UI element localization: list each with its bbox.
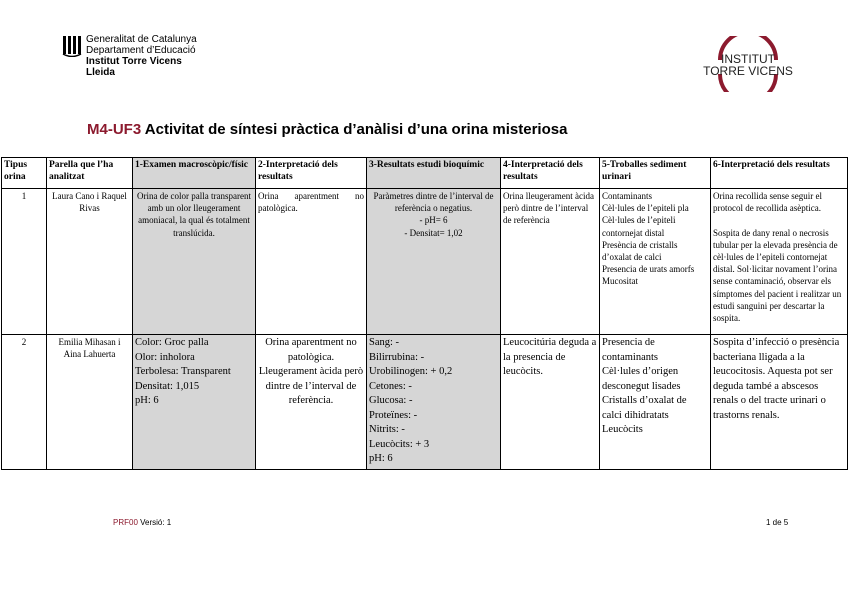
document-title [87,121,567,138]
org-header [62,34,197,78]
cell-sediment: Contaminants Cèl·lules de l’epiteli pla Cèl·lules de l’epiteli contornejat distal Presència de cristalls d’oxalat de calci Presencia de urats amorfs Mucositat [600,189,711,335]
header-interpretacio-2: 2-Interpretació dels resultats [256,158,367,189]
cell-parella: Laura Cano i Raquel Rivas [47,189,133,335]
module-code: M4-UF3 [87,121,142,138]
header-examen: 1-Examen macroscòpic/físic [133,158,256,189]
cell-interpretacio-6: Orina recollida sense seguir el protocol de recollida asèptica. Sospita de dany renal o necrosis tubular per la elevada presència de cèl·lules de l’epiteli contornejat distal. Sol·licitar novament l’orina sense contaminació, observar els símptomes del pacient i realitzar un estudi sanguini per descartar la sospita. [711,189,848,335]
header-interpretacio-6: 6-Interpretació dels resultats [711,158,848,189]
footer-code: PRF00 [113,518,138,527]
cell-interpretacio-2: Orina aparentment no patològica. [256,189,367,335]
department-name: Departament d’Educació [86,45,196,56]
footer-version [113,518,171,527]
cell-sediment: Presencia de contaminants Cèl·lules d’origen desconegut lisades Cristalls d’oxalat de calci dihidratats Leucòcits [600,335,711,470]
table-row [2,335,848,470]
header-bioquimic: 3-Resultats estudi bioquímic [367,158,501,189]
cell-interpretacio-4: Leucocitúria deguda a la presencia de leucòcits. [501,335,600,470]
table-row [2,189,848,335]
school-name: Institut Torre Vicens [86,56,182,67]
cell-tipus: 1 [2,189,47,335]
institut-torre-vicens-logo [700,36,796,92]
cell-examen: Orina de color palla transparent amb un olor lleugerament amoniacal, la qual és totalment translúcida. [133,189,256,335]
page-number: 1 de 5 [766,518,789,527]
table-header-row [2,158,848,189]
cell-examen: Color: Groc palla Olor: inholora Terbolesa: Transparent Densitat: 1,015 pH: 6 [133,335,256,470]
header-tipus-orina: Tipus orina [2,158,47,189]
title-text: Activitat de síntesi pràctica d’anàlisi d’una orina misteriosa [141,121,568,138]
cell-bioquimic: Paràmetres dintre de l’interval de referència o negatius. - pH= 6 - Densitat= 1,02 [367,189,501,335]
header-parella: Parella que l’ha analitzat [47,158,133,189]
footer-version-text: Versió: 1 [137,518,172,527]
cell-interpretacio-6: Sospita d’infecció o presència bacteriana lligada a la leucocitosis. Aquesta pot ser deguda també a abscesos renals o del tracte urinari o trastorns renals. [711,335,848,470]
header-interpretacio-4: 4-Interpretació dels resultats [501,158,600,189]
cell-bioquimic: Sang: - Bilirrubina: - Urobilinogen: + 0,2 Cetones: - Glucosa: - Proteïnes: - Nitrits: - Leucòcits: + 3 pH: 6 [367,335,501,470]
cell-interpretacio-4: Orina lleugerament àcida però dintre de l’interval de referència [501,189,600,335]
org-name: Generalitat de Catalunya [86,34,197,45]
generalitat-logo-icon [62,35,82,57]
logo-text-top: INSTITUT [721,52,775,66]
cell-parella: Emilia Mihasan i Aina Lahuerta [47,335,133,470]
cell-tipus: 2 [2,335,47,470]
header-sediment: 5-Troballes sediment urinari [600,158,711,189]
logo-text-bottom: TORRE VICENS [703,64,793,78]
school-city: Lleida [86,67,115,78]
results-table [1,157,848,470]
cell-interpretacio-2: Orina aparentment no patològica. Lleugerament àcida però dintre de l’interval de referència. [256,335,367,470]
